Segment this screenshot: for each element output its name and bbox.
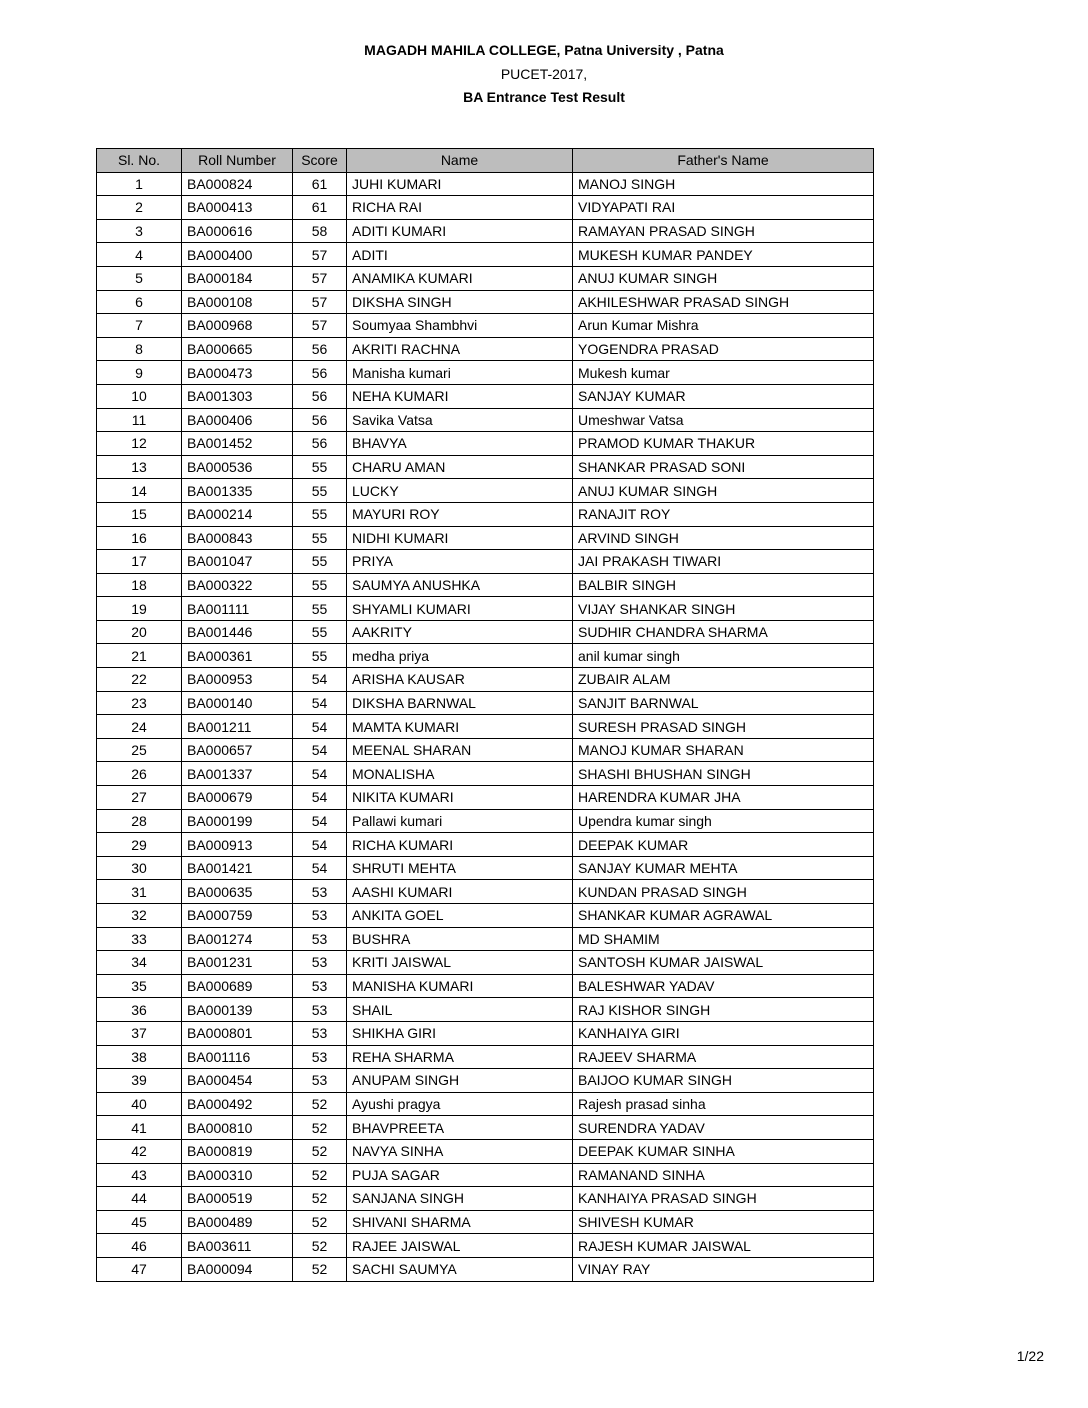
table-row [97, 833, 874, 857]
cell-fathers-name: SHANKAR KUMAR AGRAWAL [573, 904, 874, 928]
cell-roll-number: BA000406 [182, 408, 293, 432]
cell-score: 52 [293, 1116, 347, 1140]
table-row [97, 620, 874, 644]
cell-roll-number: BA000824 [182, 172, 293, 196]
table-row [97, 573, 874, 597]
cell-fathers-name: Arun Kumar Mishra [573, 314, 874, 338]
cell-name: Savika Vatsa [347, 408, 573, 432]
cell-name: PUJA SAGAR [347, 1163, 573, 1187]
cell-sl-no: 28 [97, 809, 182, 833]
cell-sl-no: 2 [97, 196, 182, 220]
cell-name: RICHA RAI [347, 196, 573, 220]
cell-score: 55 [293, 597, 347, 621]
cell-sl-no: 16 [97, 526, 182, 550]
cell-sl-no: 19 [97, 597, 182, 621]
cell-name: CHARU AMAN [347, 455, 573, 479]
cell-roll-number: BA000489 [182, 1210, 293, 1234]
cell-fathers-name: ARVIND SINGH [573, 526, 874, 550]
cell-roll-number: BA000322 [182, 573, 293, 597]
cell-fathers-name: PRAMOD KUMAR THAKUR [573, 432, 874, 456]
cell-roll-number: BA001211 [182, 715, 293, 739]
cell-name: LUCKY [347, 479, 573, 503]
cell-sl-no: 45 [97, 1210, 182, 1234]
cell-name: NAVYA SINHA [347, 1139, 573, 1163]
cell-score: 52 [293, 1210, 347, 1234]
cell-name: DIKSHA SINGH [347, 290, 573, 314]
cell-name: NIDHI KUMARI [347, 526, 573, 550]
cell-score: 55 [293, 644, 347, 668]
cell-score: 53 [293, 904, 347, 928]
cell-roll-number: BA000454 [182, 1069, 293, 1093]
cell-name: Ayushi pragya [347, 1092, 573, 1116]
table-row [97, 502, 874, 526]
cell-fathers-name: SUDHIR CHANDRA SHARMA [573, 620, 874, 644]
cell-fathers-name: BALBIR SINGH [573, 573, 874, 597]
cell-roll-number: BA000214 [182, 502, 293, 526]
table-row [97, 644, 874, 668]
table-row [97, 1163, 874, 1187]
cell-roll-number: BA000536 [182, 455, 293, 479]
cell-sl-no: 32 [97, 904, 182, 928]
cell-fathers-name: RAJEEV SHARMA [573, 1045, 874, 1069]
cell-sl-no: 12 [97, 432, 182, 456]
cell-fathers-name: MANOJ KUMAR SHARAN [573, 738, 874, 762]
table-row [97, 361, 874, 385]
cell-score: 56 [293, 361, 347, 385]
cell-score: 55 [293, 620, 347, 644]
table-row [97, 1139, 874, 1163]
cell-fathers-name: ZUBAIR ALAM [573, 668, 874, 692]
cell-roll-number: BA001335 [182, 479, 293, 503]
cell-name: BHAVPREETA [347, 1116, 573, 1140]
cell-roll-number: BA000913 [182, 833, 293, 857]
cell-sl-no: 34 [97, 951, 182, 975]
cell-fathers-name: SANJAY KUMAR [573, 384, 874, 408]
cell-score: 53 [293, 974, 347, 998]
cell-name: MEENAL SHARAN [347, 738, 573, 762]
cell-score: 55 [293, 479, 347, 503]
table-row [97, 1021, 874, 1045]
cell-fathers-name: AKHILESHWAR PRASAD SINGH [573, 290, 874, 314]
page-number: 1/22 [1016, 1348, 1044, 1364]
table-row [97, 668, 874, 692]
cell-roll-number: BA003611 [182, 1234, 293, 1258]
cell-name: BUSHRA [347, 927, 573, 951]
cell-roll-number: BA000094 [182, 1257, 293, 1281]
cell-fathers-name: SHANKAR PRASAD SONI [573, 455, 874, 479]
cell-name: REHA SHARMA [347, 1045, 573, 1069]
cell-sl-no: 1 [97, 172, 182, 196]
cell-sl-no: 23 [97, 691, 182, 715]
table-row [97, 738, 874, 762]
cell-sl-no: 7 [97, 314, 182, 338]
cell-roll-number: BA000810 [182, 1116, 293, 1140]
cell-score: 53 [293, 1045, 347, 1069]
cell-sl-no: 20 [97, 620, 182, 644]
cell-sl-no: 42 [97, 1139, 182, 1163]
cell-score: 52 [293, 1163, 347, 1187]
cell-name: medha priya [347, 644, 573, 668]
cell-score: 54 [293, 738, 347, 762]
cell-name: RAJEE JAISWAL [347, 1234, 573, 1258]
cell-score: 61 [293, 196, 347, 220]
column-header-name: Name [347, 149, 573, 173]
column-header-sl-no: Sl. No. [97, 149, 182, 173]
cell-name: BHAVYA [347, 432, 573, 456]
cell-roll-number: BA000361 [182, 644, 293, 668]
cell-score: 57 [293, 266, 347, 290]
cell-name: SACHI SAUMYA [347, 1257, 573, 1281]
cell-roll-number: BA001047 [182, 550, 293, 574]
cell-roll-number: BA000953 [182, 668, 293, 692]
table-row [97, 762, 874, 786]
table-row [97, 266, 874, 290]
cell-name: MAYURI ROY [347, 502, 573, 526]
cell-name: ANKITA GOEL [347, 904, 573, 928]
cell-fathers-name: Mukesh kumar [573, 361, 874, 385]
cell-sl-no: 39 [97, 1069, 182, 1093]
cell-name: MONALISHA [347, 762, 573, 786]
cell-sl-no: 14 [97, 479, 182, 503]
cell-name: PRIYA [347, 550, 573, 574]
table-row [97, 1045, 874, 1069]
cell-score: 56 [293, 408, 347, 432]
cell-roll-number: BA000657 [182, 738, 293, 762]
cell-roll-number: BA000616 [182, 219, 293, 243]
cell-roll-number: BA000519 [182, 1187, 293, 1211]
cell-fathers-name: ANUJ KUMAR SINGH [573, 479, 874, 503]
table-row [97, 408, 874, 432]
cell-score: 55 [293, 455, 347, 479]
table-row [97, 856, 874, 880]
table-row [97, 526, 874, 550]
table-row [97, 951, 874, 975]
result-title: BA Entrance Test Result [463, 89, 625, 105]
cell-name: MANISHA KUMARI [347, 974, 573, 998]
cell-sl-no: 10 [97, 384, 182, 408]
table-row [97, 243, 874, 267]
cell-fathers-name: HARENDRA KUMAR JHA [573, 786, 874, 810]
table-header-row [97, 149, 874, 173]
cell-roll-number: BA001111 [182, 597, 293, 621]
cell-fathers-name: MUKESH KUMAR PANDEY [573, 243, 874, 267]
table-row [97, 479, 874, 503]
table-row [97, 786, 874, 810]
cell-fathers-name: KANHAIYA GIRI [573, 1021, 874, 1045]
cell-sl-no: 22 [97, 668, 182, 692]
cell-sl-no: 43 [97, 1163, 182, 1187]
cell-score: 54 [293, 786, 347, 810]
cell-sl-no: 37 [97, 1021, 182, 1045]
table-row [97, 715, 874, 739]
cell-fathers-name: Upendra kumar singh [573, 809, 874, 833]
cell-score: 54 [293, 715, 347, 739]
cell-score: 53 [293, 880, 347, 904]
cell-name: SHYAMLI KUMARI [347, 597, 573, 621]
cell-sl-no: 5 [97, 266, 182, 290]
cell-score: 55 [293, 573, 347, 597]
exam-title: PUCET-2017, [500, 66, 588, 82]
cell-roll-number: BA000843 [182, 526, 293, 550]
cell-score: 56 [293, 337, 347, 361]
table-row [97, 927, 874, 951]
cell-score: 52 [293, 1139, 347, 1163]
cell-sl-no: 8 [97, 337, 182, 361]
table-row [97, 337, 874, 361]
cell-sl-no: 24 [97, 715, 182, 739]
cell-name: Soumyaa Shambhvi [347, 314, 573, 338]
cell-name: NIKITA KUMARI [347, 786, 573, 810]
cell-name: SANJANA SINGH [347, 1187, 573, 1211]
cell-roll-number: BA000400 [182, 243, 293, 267]
cell-name: AAKRITY [347, 620, 573, 644]
cell-sl-no: 11 [97, 408, 182, 432]
cell-score: 56 [293, 432, 347, 456]
cell-name: ARISHA KAUSAR [347, 668, 573, 692]
cell-score: 54 [293, 762, 347, 786]
cell-name: AASHI KUMARI [347, 880, 573, 904]
cell-fathers-name: VIDYAPATI RAI [573, 196, 874, 220]
cell-score: 55 [293, 526, 347, 550]
cell-fathers-name: SHIVESH KUMAR [573, 1210, 874, 1234]
cell-sl-no: 40 [97, 1092, 182, 1116]
cell-fathers-name: BAIJOO KUMAR SINGH [573, 1069, 874, 1093]
cell-fathers-name: VINAY RAY [573, 1257, 874, 1281]
cell-score: 54 [293, 668, 347, 692]
table-row [97, 1210, 874, 1234]
cell-score: 57 [293, 243, 347, 267]
cell-sl-no: 29 [97, 833, 182, 857]
cell-name: SHAIL [347, 998, 573, 1022]
table-row [97, 455, 874, 479]
table-row [97, 597, 874, 621]
table-row [97, 1234, 874, 1258]
cell-fathers-name: BALESHWAR YADAV [573, 974, 874, 998]
cell-fathers-name: MANOJ SINGH [573, 172, 874, 196]
cell-score: 53 [293, 927, 347, 951]
cell-score: 57 [293, 314, 347, 338]
cell-name: Pallawi kumari [347, 809, 573, 833]
cell-fathers-name: SANJAY KUMAR MEHTA [573, 856, 874, 880]
cell-roll-number: BA000801 [182, 1021, 293, 1045]
cell-name: RICHA KUMARI [347, 833, 573, 857]
cell-score: 57 [293, 290, 347, 314]
cell-score: 53 [293, 951, 347, 975]
cell-name: ANAMIKA KUMARI [347, 266, 573, 290]
cell-sl-no: 4 [97, 243, 182, 267]
table-row [97, 691, 874, 715]
cell-score: 52 [293, 1234, 347, 1258]
table-row [97, 1069, 874, 1093]
cell-fathers-name: KUNDAN PRASAD SINGH [573, 880, 874, 904]
cell-sl-no: 41 [97, 1116, 182, 1140]
cell-roll-number: BA001452 [182, 432, 293, 456]
cell-sl-no: 21 [97, 644, 182, 668]
cell-sl-no: 25 [97, 738, 182, 762]
results-table [96, 148, 874, 1282]
table-row [97, 1187, 874, 1211]
cell-score: 61 [293, 172, 347, 196]
cell-roll-number: BA000413 [182, 196, 293, 220]
cell-name: SHRUTI MEHTA [347, 856, 573, 880]
cell-score: 55 [293, 550, 347, 574]
cell-score: 54 [293, 833, 347, 857]
cell-roll-number: BA000759 [182, 904, 293, 928]
cell-score: 52 [293, 1257, 347, 1281]
cell-score: 53 [293, 1021, 347, 1045]
cell-score: 56 [293, 384, 347, 408]
cell-name: DIKSHA BARNWAL [347, 691, 573, 715]
cell-sl-no: 3 [97, 219, 182, 243]
cell-score: 53 [293, 998, 347, 1022]
cell-fathers-name: SANTOSH KUMAR JAISWAL [573, 951, 874, 975]
cell-sl-no: 27 [97, 786, 182, 810]
cell-name: KRITI JAISWAL [347, 951, 573, 975]
cell-name: ANUPAM SINGH [347, 1069, 573, 1093]
cell-roll-number: BA001337 [182, 762, 293, 786]
cell-name: SAUMYA ANUSHKA [347, 573, 573, 597]
cell-sl-no: 18 [97, 573, 182, 597]
cell-roll-number: BA001421 [182, 856, 293, 880]
cell-fathers-name: ANUJ KUMAR SINGH [573, 266, 874, 290]
cell-sl-no: 15 [97, 502, 182, 526]
cell-fathers-name: RAJ KISHOR SINGH [573, 998, 874, 1022]
cell-name: AKRITI RACHNA [347, 337, 573, 361]
cell-fathers-name: RAMANAND SINHA [573, 1163, 874, 1187]
cell-fathers-name: DEEPAK KUMAR SINHA [573, 1139, 874, 1163]
cell-roll-number: BA000184 [182, 266, 293, 290]
cell-roll-number: BA001116 [182, 1045, 293, 1069]
cell-fathers-name: VIJAY SHANKAR SINGH [573, 597, 874, 621]
cell-score: 54 [293, 856, 347, 880]
cell-name: JUHI KUMARI [347, 172, 573, 196]
table-row [97, 432, 874, 456]
cell-fathers-name: anil kumar singh [573, 644, 874, 668]
cell-fathers-name: YOGENDRA PRASAD [573, 337, 874, 361]
cell-score: 52 [293, 1092, 347, 1116]
cell-score: 55 [293, 502, 347, 526]
cell-roll-number: BA001274 [182, 927, 293, 951]
cell-sl-no: 46 [97, 1234, 182, 1258]
cell-fathers-name: RAJESH KUMAR JAISWAL [573, 1234, 874, 1258]
table-row [97, 880, 874, 904]
column-header-fathers-name: Father's Name [573, 149, 874, 173]
cell-name: MAMTA KUMARI [347, 715, 573, 739]
cell-name: NEHA KUMARI [347, 384, 573, 408]
cell-sl-no: 31 [97, 880, 182, 904]
table-row [97, 384, 874, 408]
cell-fathers-name: SURESH PRASAD SINGH [573, 715, 874, 739]
cell-score: 53 [293, 1069, 347, 1093]
table-row [97, 998, 874, 1022]
cell-name: SHIKHA GIRI [347, 1021, 573, 1045]
table-row [97, 809, 874, 833]
cell-roll-number: BA000139 [182, 998, 293, 1022]
cell-fathers-name: JAI PRAKASH TIWARI [573, 550, 874, 574]
cell-sl-no: 6 [97, 290, 182, 314]
cell-roll-number: BA000199 [182, 809, 293, 833]
cell-roll-number: BA001303 [182, 384, 293, 408]
cell-name: SHIVANI SHARMA [347, 1210, 573, 1234]
cell-name: ADITI [347, 243, 573, 267]
cell-roll-number: BA000968 [182, 314, 293, 338]
cell-score: 52 [293, 1187, 347, 1211]
cell-sl-no: 38 [97, 1045, 182, 1069]
cell-fathers-name: RANAJIT ROY [573, 502, 874, 526]
column-header-roll-number: Roll Number [182, 149, 293, 173]
table-row [97, 1092, 874, 1116]
cell-roll-number: BA001446 [182, 620, 293, 644]
table-row [97, 219, 874, 243]
cell-sl-no: 35 [97, 974, 182, 998]
cell-roll-number: BA000310 [182, 1163, 293, 1187]
college-title: MAGADH MAHILA COLLEGE, Patna University , Patna [364, 42, 724, 58]
table-row [97, 290, 874, 314]
cell-name: Manisha kumari [347, 361, 573, 385]
cell-roll-number: BA000140 [182, 691, 293, 715]
cell-fathers-name: KANHAIYA PRASAD SINGH [573, 1187, 874, 1211]
table-row [97, 550, 874, 574]
cell-fathers-name: Rajesh prasad sinha [573, 1092, 874, 1116]
table-row [97, 904, 874, 928]
cell-sl-no: 9 [97, 361, 182, 385]
table-row [97, 172, 874, 196]
cell-sl-no: 26 [97, 762, 182, 786]
table-row [97, 314, 874, 338]
cell-roll-number: BA000665 [182, 337, 293, 361]
cell-sl-no: 30 [97, 856, 182, 880]
cell-roll-number: BA000679 [182, 786, 293, 810]
cell-sl-no: 47 [97, 1257, 182, 1281]
cell-fathers-name: SANJIT BARNWAL [573, 691, 874, 715]
cell-fathers-name: RAMAYAN PRASAD SINGH [573, 219, 874, 243]
cell-roll-number: BA000473 [182, 361, 293, 385]
cell-fathers-name: MD SHAMIM [573, 927, 874, 951]
cell-name: ADITI KUMARI [347, 219, 573, 243]
cell-fathers-name: SHASHI BHUSHAN SINGH [573, 762, 874, 786]
cell-sl-no: 44 [97, 1187, 182, 1211]
cell-roll-number: BA000689 [182, 974, 293, 998]
table-row [97, 1116, 874, 1140]
cell-sl-no: 36 [97, 998, 182, 1022]
cell-roll-number: BA000819 [182, 1139, 293, 1163]
cell-roll-number: BA000108 [182, 290, 293, 314]
cell-fathers-name: SURENDRA YADAV [573, 1116, 874, 1140]
table-row [97, 196, 874, 220]
cell-sl-no: 33 [97, 927, 182, 951]
table-body [97, 172, 874, 1281]
cell-sl-no: 13 [97, 455, 182, 479]
cell-score: 54 [293, 691, 347, 715]
table-row [97, 1257, 874, 1281]
cell-fathers-name: Umeshwar Vatsa [573, 408, 874, 432]
column-header-score: Score [293, 149, 347, 173]
cell-sl-no: 17 [97, 550, 182, 574]
cell-fathers-name: DEEPAK KUMAR [573, 833, 874, 857]
cell-roll-number: BA001231 [182, 951, 293, 975]
cell-roll-number: BA000635 [182, 880, 293, 904]
cell-score: 58 [293, 219, 347, 243]
table-row [97, 974, 874, 998]
cell-roll-number: BA000492 [182, 1092, 293, 1116]
cell-score: 54 [293, 809, 347, 833]
